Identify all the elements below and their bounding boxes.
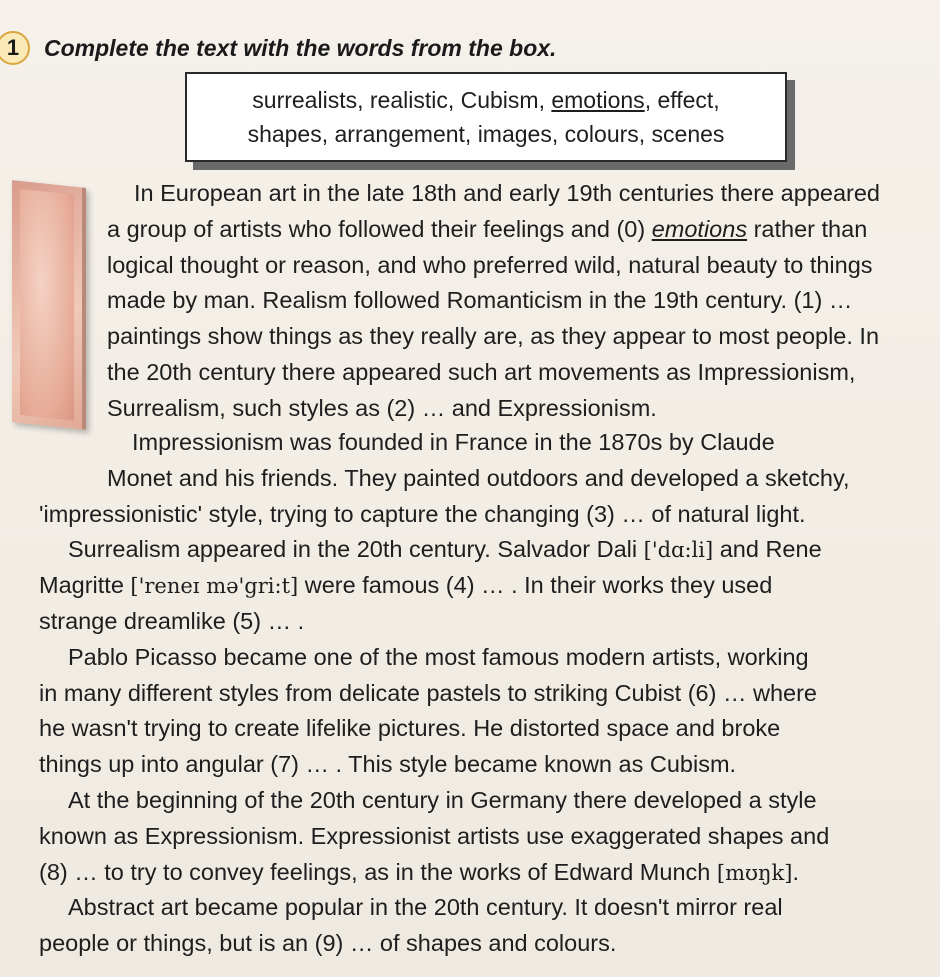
text-line: in many different styles from delicate pastels to striking Cubist (6) … where	[39, 679, 817, 706]
text-line: Monet and his friends. They painted outdoors and developed a sketchy,	[107, 464, 850, 491]
text-line: logical thought or reason, and who preferred wild, natural beauty to things	[107, 251, 873, 278]
text-line: strange dreamlike (5) … .	[39, 607, 305, 634]
text-line	[39, 532, 849, 568]
phonetic-transcription: [mʊŋk]	[716, 860, 793, 885]
text-line: known as Expressionism. Expressionist artists use exaggerated shapes and	[39, 822, 830, 849]
text-line: he wasn't trying to create lifelike pictures. He distorted space and broke	[39, 715, 781, 742]
text-line: things up into angular (7) … . This style became known as Cubism.	[39, 751, 737, 778]
text-line: made by man. Realism followed Romanticism in the 19th century. (1) …	[107, 287, 853, 314]
paragraph-romanticism	[107, 176, 880, 427]
text-span: rather than	[747, 215, 868, 242]
word-box-words: surrealists, realistic, Cubism,	[252, 87, 552, 113]
text-line: Pablo Picasso became one of the most famous modern artists, working	[68, 643, 809, 670]
example-answer: emotions	[651, 215, 748, 242]
task-number-badge: 1	[0, 31, 30, 65]
word-box-example-word: emotions	[551, 87, 645, 113]
text-line	[39, 568, 849, 604]
phonetic-transcription: ['dɑ:li]	[643, 538, 714, 563]
text-line: Abstract art became popular in the 20th century. It doesn't mirror real	[68, 894, 783, 921]
painting-canvas	[20, 189, 74, 421]
text-line: the 20th century there appeared such art movements as Impressionism,	[107, 358, 856, 385]
article-body	[39, 425, 849, 962]
text-line: Surrealism, such styles as (2) … and Expressionism.	[107, 394, 657, 421]
text-line: 'impressionistic' style, trying to capture the changing (3) … of natural light.	[39, 500, 806, 527]
phonetic-transcription: ['reneɪ mə'gri:t]	[130, 574, 299, 599]
text-line	[39, 855, 849, 891]
text-span: (8) … to try to convey feelings, as in the works of Edward Munch	[39, 858, 717, 885]
text-line: At the beginning of the 20th century in Germany there developed a style	[68, 786, 817, 813]
task-header	[0, 28, 556, 68]
text-line: people or things, but is an (9) … of shapes and colours.	[39, 930, 617, 957]
text-span: .	[792, 858, 799, 885]
text-span: a group of artists who followed their feelings and (0)	[107, 215, 652, 242]
text-span: and Rene	[713, 536, 822, 563]
text-line: Impressionism was founded in France in the 1870s by Claude	[132, 429, 775, 455]
text-span: Magritte	[39, 572, 131, 599]
word-box-line-2: shapes, arrangement, images, colours, scenes	[247, 121, 725, 147]
task-instruction: Complete the text with the words from the box.	[44, 34, 557, 61]
painting-illustration	[12, 180, 86, 430]
word-box-line-1	[252, 83, 719, 117]
word-box-words: , effect,	[644, 87, 720, 113]
text-span: Surrealism appeared in the 20th century. Salvador Dali	[68, 536, 644, 563]
text-span: were famous (4) … . In their works they used	[298, 572, 773, 599]
text-line: paintings show things as they really are, as they appear to most people. In	[107, 323, 880, 350]
text-line	[107, 212, 880, 248]
word-box	[185, 72, 787, 162]
text-line: In European art in the late 18th and early 19th centuries there appeared	[134, 180, 880, 206]
